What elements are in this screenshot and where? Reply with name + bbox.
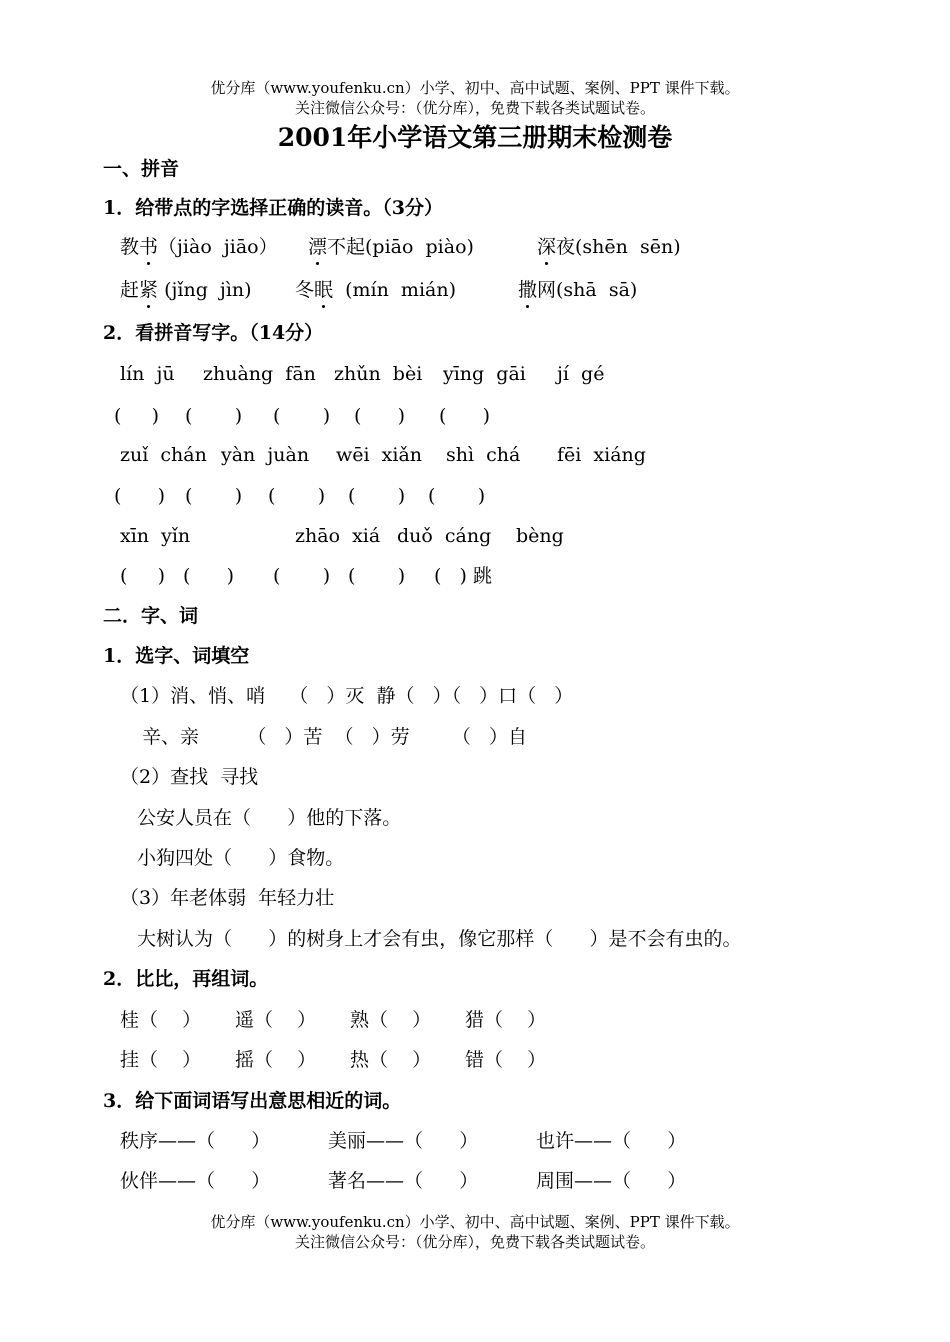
pinyin-item: bèng: [516, 525, 564, 547]
compare-item: 错（ ）: [465, 1049, 547, 1071]
synonym-item: 美丽——（ ）: [328, 1130, 479, 1152]
answer-blank[interactable]: ( ): [439, 405, 491, 427]
answer-blank[interactable]: ( ): [120, 565, 166, 587]
reading-item: 赶紧 (jǐng jìn): [120, 279, 252, 301]
pinyin-item: yàn juàn: [221, 444, 310, 466]
fill-line: （2）查找 寻找: [120, 766, 259, 788]
pinyin-item: duǒ cáng: [397, 525, 492, 547]
synonym-item: 周围——（ ）: [536, 1170, 687, 1192]
answer-blank[interactable]: ( ): [273, 565, 331, 587]
fill-line: （1）消、悄、哨 （ ）灭 静（ ）（ ）口（ ）: [120, 685, 574, 707]
answer-blank[interactable]: ( ): [354, 405, 406, 427]
compare-item: 猎（ ）: [465, 1009, 547, 1031]
pinyin-item: zhǔn bèi: [334, 363, 423, 385]
answer-blank[interactable]: ( ): [348, 485, 406, 507]
synonym-item: 秩序——（ ）: [120, 1130, 271, 1152]
footer-line-2: 关注微信公众号：（优分库），免费下载各类试题试卷。: [294, 1233, 655, 1251]
question-1-2-heading: 2．看拼音写字。（14分）: [103, 322, 324, 344]
question-2-2-heading: 2．比比，再组词。: [103, 968, 269, 990]
reading-item: 漂不起(piāo piào): [308, 236, 474, 258]
reading-item: 深夜(shēn sēn): [537, 236, 681, 258]
pinyin-item: fēi xiáng: [557, 444, 646, 466]
page-title: 2001年小学语文第三册期末检测卷: [277, 123, 673, 152]
synonym-item: 伙伴——（ ）: [120, 1170, 271, 1192]
compare-item: 挂（ ）: [120, 1049, 202, 1071]
pinyin-item: zuǐ chán: [120, 444, 207, 466]
compare-item: 桂（ ）: [120, 1009, 202, 1031]
pinyin-item: shì chá: [446, 444, 521, 466]
pinyin-item: xīn yǐn: [120, 525, 191, 547]
header-line-1: 优分库（www.youfenku.cn）小学、初中、高中试题、案例、PPT 课件下载。: [210, 79, 740, 97]
answer-blank[interactable]: ( ): [185, 405, 243, 427]
answer-blank[interactable]: ( ): [185, 485, 243, 507]
fill-line: 辛、亲 （ ）苦 （ ）劳 （ ）自: [142, 726, 528, 748]
fill-line: 公安人员在（ ）他的下落。: [137, 807, 402, 829]
question-1-1-heading: 1．给带点的字选择正确的读音。（3分）: [103, 197, 443, 219]
header-line-2: 关注微信公众号：（优分库），免费下载各类试题试卷。: [294, 99, 655, 117]
pinyin-item: yīng gāi: [443, 363, 526, 385]
compare-item: 熟（ ）: [350, 1009, 432, 1031]
fill-line: 小狗四处（ ）食物。: [137, 847, 345, 869]
section-pinyin-heading: 一、拼音: [103, 158, 180, 180]
synonym-item: 也许——（ ）: [536, 1130, 687, 1152]
question-2-1-heading: 1．选字、词填空: [103, 645, 250, 667]
pinyin-item: zhāo xiá: [295, 525, 381, 547]
pinyin-item: zhuàng fān: [203, 363, 316, 385]
answer-blank[interactable]: ( ): [114, 485, 166, 507]
reading-item: 教书（jiào jiāo）: [120, 236, 278, 258]
pinyin-item: lín jū: [120, 363, 175, 385]
reading-item: 冬眠 (mín mián): [295, 279, 457, 301]
section-words-heading: 二．字、词: [103, 605, 199, 627]
answer-blank[interactable]: ( ) 跳: [434, 565, 492, 587]
footer-line-1: 优分库（www.youfenku.cn）小学、初中、高中试题、案例、PPT 课件下载。: [210, 1213, 740, 1231]
fill-line: 大树认为（ ）的树身上才会有虫，像它那样（ ）是不会有虫的。: [137, 928, 742, 950]
pinyin-item: jí gé: [557, 363, 605, 385]
compare-item: 遥（ ）: [235, 1009, 317, 1031]
answer-blank[interactable]: ( ): [114, 405, 160, 427]
reading-item: 撒网(shā sā): [518, 279, 638, 301]
synonym-item: 著名——（ ）: [328, 1170, 479, 1192]
answer-blank[interactable]: ( ): [273, 405, 331, 427]
compare-item: 摇（ ）: [235, 1049, 317, 1071]
fill-line: （3）年老体弱 年轻力壮: [120, 887, 335, 909]
answer-blank[interactable]: ( ): [268, 485, 326, 507]
pinyin-item: wēi xiǎn: [336, 444, 423, 466]
answer-blank[interactable]: ( ): [428, 485, 486, 507]
answer-blank[interactable]: ( ): [183, 565, 235, 587]
compare-item: 热（ ）: [350, 1049, 432, 1071]
answer-blank[interactable]: ( ): [348, 565, 406, 587]
question-2-3-heading: 3．给下面词语写出意思相近的词。: [103, 1090, 402, 1112]
